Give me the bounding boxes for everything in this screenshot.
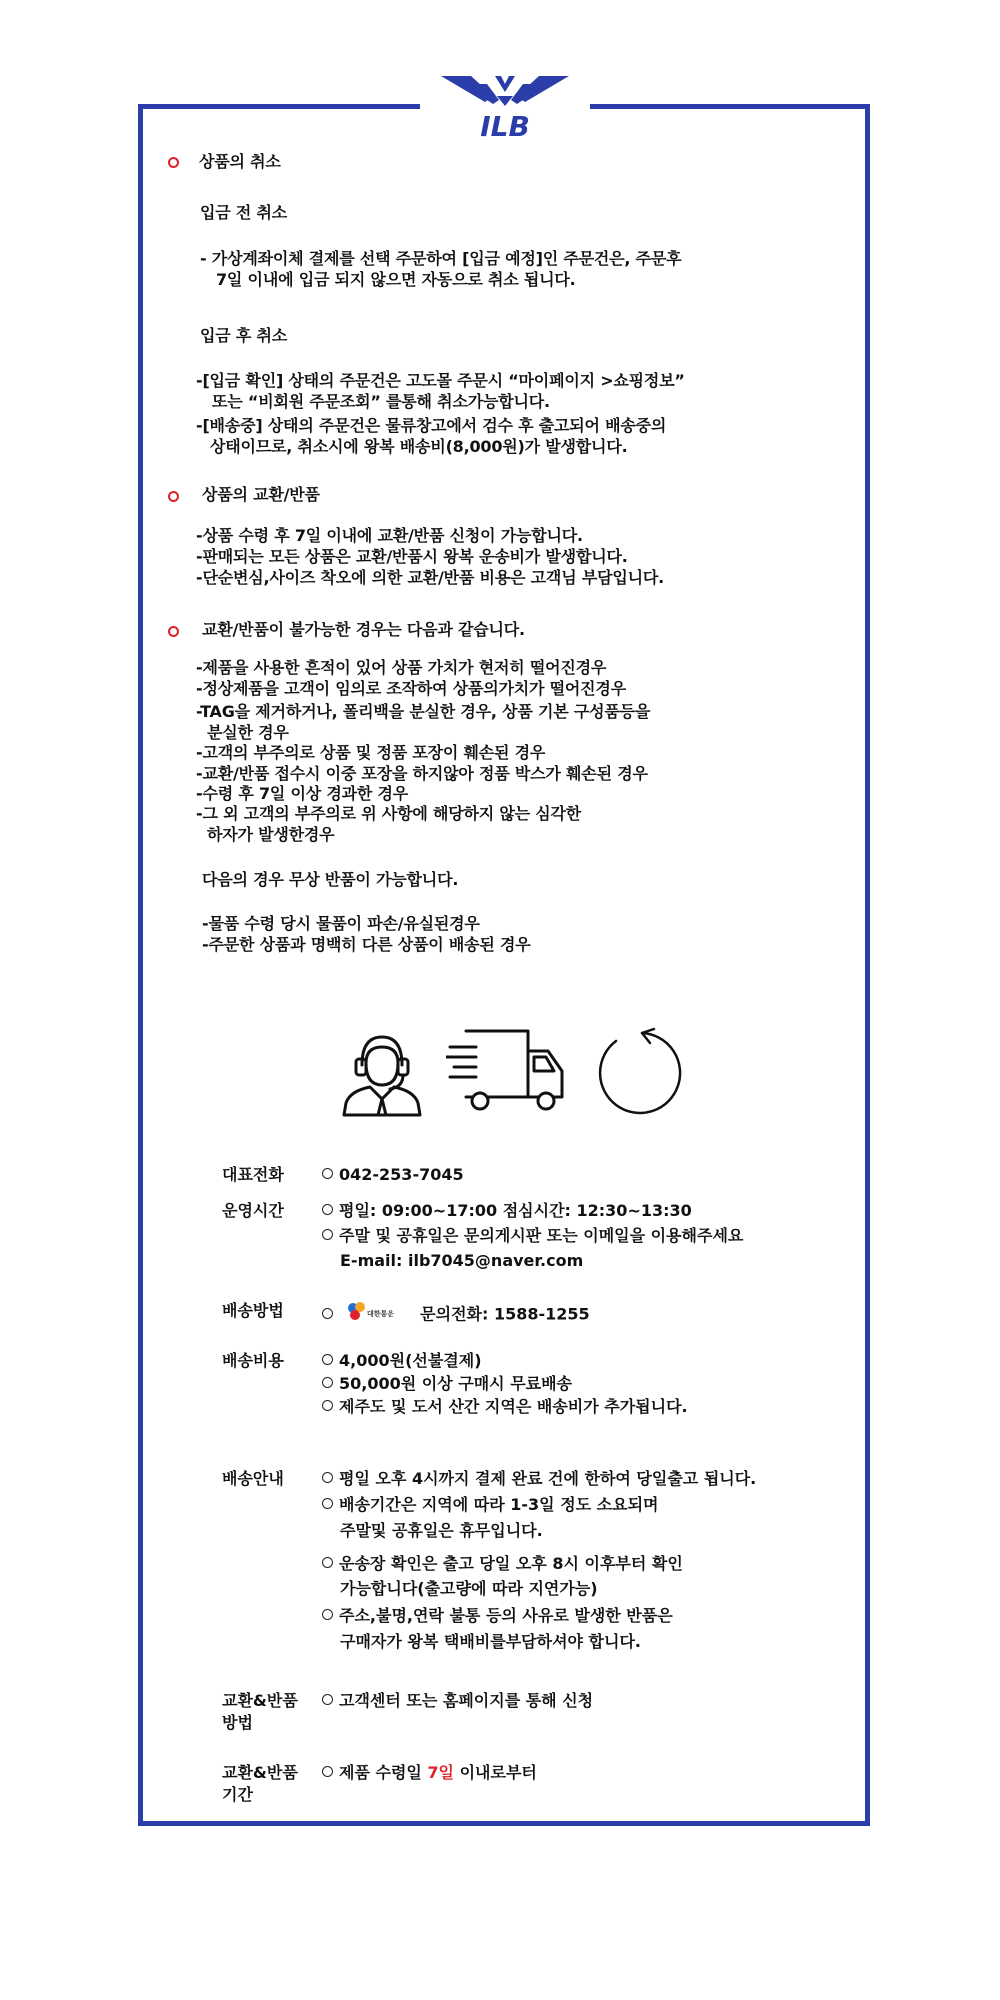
section-title-not-allowed: 교환/반품이 불가능한 경우는 다음과 같습니다. [202,620,525,639]
bullet-icon [168,491,179,502]
cancel-text-line: -[입금 확인] 상태의 주문건은 고도몰 주문시 “마이페이지 >쇼핑정보” [196,371,685,390]
subheading-before-payment: 입금 전 취소 [200,203,288,222]
cost-line: 50,000원 이상 구매시 무료배송 [322,1373,572,1395]
circle-bullet-icon [322,1377,333,1388]
exchange-text-line: -상품 수령 후 7일 이내에 교환/반품 신청이 가능합니다. [196,526,583,545]
bullet-icon [168,626,179,637]
phone-label: 대표전화 [222,1165,284,1184]
not-allowed-line: -TAG을 제거하거나, 폴리백을 분실한 경우, 상품 기본 구성품등을 [196,702,651,721]
guide-line: 주말및 공휴일은 휴무입니다. [340,1521,543,1540]
svg-text:대한통운: 대한통운 [366,1310,394,1318]
guide-line: 운송장 확인은 출고 당일 오후 8시 이후부터 확인 [322,1553,683,1575]
exchange-text-line: -판매되는 모든 상품은 교환/반품시 왕복 운송비가 발생합니다. [196,547,628,566]
ilb-logo [435,62,575,142]
guide-line: 배송기간은 지역에 따라 1-3일 정도 소요되며 [322,1494,659,1516]
exchange-period-label: 교환&반품 기간 [222,1763,298,1804]
circle-bullet-icon [322,1557,333,1568]
cancel-text-line: -[배송중] 상태의 주문건은 물류창고에서 검수 후 출고되어 배송중의 [196,416,667,435]
guide-line: 구매자가 왕복 택배비를부담하셔야 합니다. [340,1632,641,1651]
circle-bullet-icon [322,1498,333,1509]
shipping-method-label: 배송방법 [222,1301,284,1320]
email-line: E-mail: ilb7045@naver.com [340,1251,584,1270]
exchange-text-line: -단순변심,사이즈 착오에 의한 교환/반품 비용은 고객님 부담입니다. [196,568,664,587]
not-allowed-line: -수령 후 7일 이상 경과한 경우 [196,784,409,803]
circle-bullet-icon [322,1204,333,1215]
free-return-title: 다음의 경우 무상 반품이 가능합니다. [202,870,459,889]
free-return-line: -물품 수령 당시 물품이 파손/유실된경우 [202,914,480,933]
return-arrow-icon [590,1025,682,1117]
exchange-method-line: 고객센터 또는 홈페이지를 통해 신청 [322,1690,593,1712]
customer-service-icon [336,1025,428,1117]
delivery-truck-icon [446,1025,570,1117]
bullet-icon [168,157,179,168]
circle-bullet-icon [322,1400,333,1411]
not-allowed-line: 분실한 경우 [207,723,289,742]
not-allowed-line: -정상제품을 고객이 임의로 조작하여 상품의가치가 떨어진경우 [196,679,626,698]
hours-label: 운영시간 [222,1201,284,1220]
guide-line: 평일 오후 4시까지 결제 완료 건에 한하여 당일출고 됩니다. [322,1468,756,1490]
hours-line: 주말 및 공휴일은 문의게시판 또는 이메일을 이용해주세요 [322,1225,743,1247]
not-allowed-line: -그 외 고객의 부주의로 위 사항에 해당하지 않는 심각한 [196,804,582,823]
circle-bullet-icon [322,1354,333,1365]
phone-value: 042-253-7045 [322,1164,464,1186]
cancel-text-line: 또는 “비회원 주문조회” 를통해 취소가능합니다. [212,392,550,411]
section-title-exchange: 상품의 교환/반품 [202,485,320,504]
circle-bullet-icon [322,1472,333,1483]
shipping-guide-label: 배송안내 [222,1469,284,1488]
not-allowed-line: -교환/반품 접수시 이중 포장을 하지않아 정품 박스가 훼손된 경우 [196,764,648,783]
logo-text: ILB [480,110,530,142]
cost-line: 제주도 및 도서 산간 지역은 배송비가 추가됩니다. [322,1396,688,1418]
cancel-text-line: 상태이므로, 취소시에 왕복 배송비(8,000원)가 발생합니다. [210,437,628,456]
circle-bullet-icon [322,1609,333,1620]
guide-line: 주소,불명,연락 불통 등의 사유로 발생한 반품은 [322,1605,673,1627]
exchange-period-line: 제품 수령일 7일 이내로부터 [322,1762,537,1784]
shipping-cost-label: 배송비용 [222,1351,284,1370]
not-allowed-line: -고객의 부주의로 상품 및 정품 포장이 훼손된 경우 [196,743,546,762]
circle-bullet-icon [322,1694,333,1705]
circle-bullet-icon [322,1766,333,1777]
subheading-after-payment: 입금 후 취소 [200,326,288,345]
guide-line: 가능합니다(출고량에 따라 지연가능) [340,1579,598,1598]
cancel-text-line: 7일 이내에 입금 되지 않으면 자동으로 취소 됩니다. [216,270,576,289]
section-title-cancel: 상품의 취소 [199,152,281,171]
circle-bullet-icon [322,1168,333,1179]
not-allowed-line: -제품을 사용한 흔적이 있어 상품 가치가 현저히 떨어진경우 [196,658,607,677]
circle-bullet-icon [322,1229,333,1240]
hours-line: 평일: 09:00~17:00 점심시간: 12:30~13:30 [322,1200,692,1222]
exchange-method-label: 교환&반품 방법 [222,1691,298,1732]
cj-logo [345,1300,403,1330]
shipping-method-line: 대한통운 문의전화: 1588-1255 [322,1300,590,1330]
cost-line: 4,000원(선불결제) [322,1350,482,1372]
cancel-text-line: - 가상계좌이체 결제를 선택 주문하여 [입금 예정]인 주문건은, 주문후 [200,249,682,268]
free-return-line: -주문한 상품과 명백히 다른 상품이 배송된 경우 [202,935,531,954]
not-allowed-line: 하자가 발생한경우 [207,825,335,844]
period-days-highlight: 7일 [427,1763,455,1782]
circle-bullet-icon [322,1308,333,1319]
